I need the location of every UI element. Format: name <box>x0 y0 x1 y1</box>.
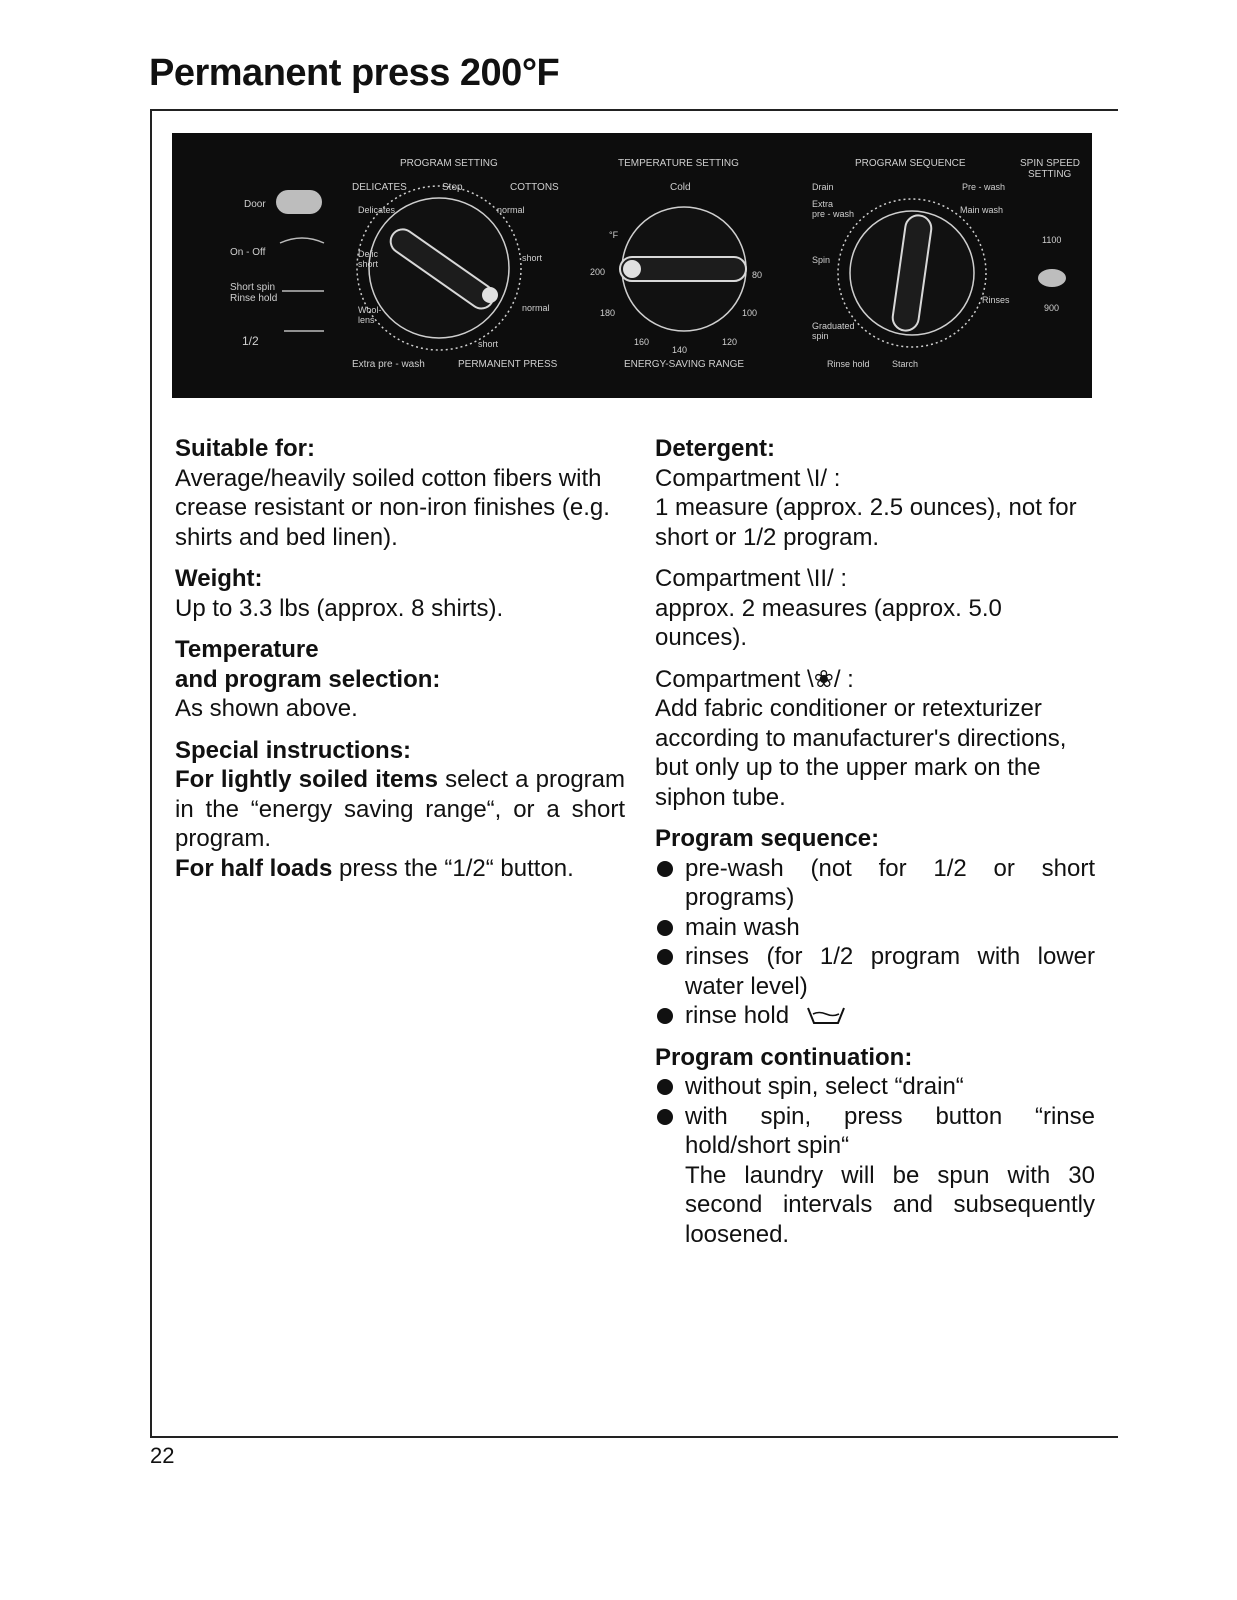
special-section <box>175 736 625 884</box>
sequence-heading: Program sequence: <box>655 825 880 852</box>
compartment-1-label: Compartment \I/ : <box>655 464 841 492</box>
woollens-label-2: lens <box>358 315 375 325</box>
seq-graduated-label-1: Graduated <box>812 321 855 331</box>
bullet-icon <box>657 949 673 965</box>
program-dial-indicator <box>482 287 498 303</box>
list-item-text: pre-wash (not for 1/2 or short programs) <box>685 854 1095 911</box>
control-panel-illustration <box>172 133 1092 398</box>
continuation-section <box>655 1043 1095 1250</box>
temp-160-label: 160 <box>634 337 650 347</box>
stop-label: Stop <box>442 182 463 193</box>
temperature-dial-indicator <box>623 260 641 278</box>
perm-press-normal-label: normal <box>522 303 550 313</box>
list-item <box>655 913 1095 943</box>
list-item-text: rinses (for 1/2 program with lower water level) <box>685 943 1095 1000</box>
compartment-2-label: Compartment \II/ : <box>655 565 848 592</box>
list-item <box>655 1001 1095 1031</box>
short-spin-label: Short spin <box>230 282 276 293</box>
bullet-icon <box>657 1079 673 1095</box>
delicates-header: DELICATES <box>352 182 407 193</box>
suitable-text: Average/heavily soiled cotton fibers with crease resistant or non-iron finishes (e.g. shirts and bed linen). <box>175 464 610 551</box>
seq-rinses-label: Rinses <box>982 295 1010 305</box>
compartment-2-text: approx. 2 measures (approx. 5.0 ounces). <box>655 594 1002 651</box>
door-label: Door <box>244 199 266 210</box>
list-item-text: main wash <box>685 913 800 941</box>
list-item-text: rinse hold <box>685 1002 790 1029</box>
seq-main-wash-label: Main wash <box>960 205 1004 215</box>
delic-short-label-1: Delic <box>358 249 379 259</box>
temperature-setting-header: TEMPERATURE SETTING <box>618 158 739 169</box>
list-item <box>655 854 1095 913</box>
spin-speed-header-line1: SPIN SPEED <box>1020 158 1081 169</box>
temp-140-label: 140 <box>672 345 688 355</box>
bullet-icon <box>657 1109 673 1125</box>
spin-speed-header-line2: SETTING <box>1028 169 1072 180</box>
list-item <box>655 942 1095 1001</box>
frame-top-rule <box>150 109 1118 111</box>
compartment-3-label: Compartment \❀/ : <box>655 665 854 693</box>
spin-speed-900: 900 <box>1044 303 1060 313</box>
temperature-heading-2: and program selection: <box>175 665 441 693</box>
list-item-text: with spin, press button “rinse hold/short spin“ <box>685 1102 1095 1159</box>
continuation-heading: Program continuation: <box>655 1043 913 1071</box>
weight-heading: Weight: <box>175 565 263 592</box>
temperature-text: As shown above. <box>175 695 358 722</box>
left-column <box>175 434 625 895</box>
right-column <box>655 434 1095 1261</box>
program-sequence-header: PROGRAM SEQUENCE <box>855 158 966 169</box>
seq-spin-label: Spin <box>812 255 831 265</box>
temperature-section <box>175 635 625 724</box>
rinse-hold-tub-icon <box>806 1005 846 1027</box>
woollens-label-1: Wool- <box>358 305 382 315</box>
cottons-normal-label: normal <box>497 205 525 215</box>
spin-speed-1100: 1100 <box>1042 235 1062 245</box>
door-button[interactable] <box>276 190 322 214</box>
detergent-heading: Detergent: <box>655 435 776 462</box>
seq-prewash-label: Pre - wash <box>962 182 1006 192</box>
seq-rinse-hold-label: Rinse hold <box>827 359 870 369</box>
temp-unit-label: °F <box>609 230 619 240</box>
cottons-short-label: short <box>522 253 543 263</box>
list-item <box>655 1102 1095 1250</box>
weight-text: Up to 3.3 lbs (approx. 8 shirts). <box>175 594 504 622</box>
temp-120-label: 120 <box>722 337 738 347</box>
seq-drain-label: Drain <box>812 182 834 192</box>
special-bold-1: For lightly soiled items <box>175 766 438 793</box>
special-bold-2: For half loads <box>175 854 333 882</box>
page-title: Permanent press 200°F <box>149 52 560 94</box>
compartment-2-section <box>655 564 1095 653</box>
special-instruction-1 <box>175 765 625 854</box>
suitable-heading: Suitable for: <box>175 435 316 462</box>
compartment-3-text: Add fabric conditioner or retexturizer according to manufacturer's directions, but only up to the upper mark on the siphon tube. <box>655 695 1067 811</box>
half-load-label: 1/2 <box>242 334 259 348</box>
delic-short-label-2: short <box>358 259 379 269</box>
extra-prewash-label: Extra pre - wash <box>352 359 425 370</box>
permanent-press-label: PERMANENT PRESS <box>458 359 558 370</box>
list-item <box>655 1072 1095 1102</box>
sequence-section <box>655 824 1095 1031</box>
special-heading: Special instructions: <box>175 736 412 764</box>
temp-cold-label: Cold <box>670 182 691 193</box>
energy-saving-range-label: ENERGY-SAVING RANGE <box>624 359 745 370</box>
special-instruction-2 <box>175 854 625 884</box>
special-text-2: press the “1/2“ button. <box>332 854 574 882</box>
frame-left-rule <box>150 109 152 1437</box>
bullet-icon <box>657 1008 673 1024</box>
bullet-icon <box>657 861 673 877</box>
compartment-1-text: 1 measure (approx. 2.5 ounces), not for short or 1/2 program. <box>655 494 1077 551</box>
special-text-1: select a program in the “energy saving range“, or a short program. <box>175 766 626 852</box>
compartment-3-section <box>655 665 1095 813</box>
seq-extra-label-1: Extra <box>812 199 834 209</box>
frame-bottom-rule <box>150 1436 1118 1438</box>
seq-graduated-label-2: spin <box>812 331 829 341</box>
program-setting-header: PROGRAM SETTING <box>400 158 498 169</box>
temp-180-label: 180 <box>600 308 616 318</box>
perm-press-short-label: short <box>478 339 499 349</box>
seq-starch-label: Starch <box>892 359 919 369</box>
on-off-label: On - Off <box>230 247 266 258</box>
bullet-icon <box>657 920 673 936</box>
temperature-heading-1: Temperature <box>175 636 319 663</box>
page-number: 22 <box>150 1443 175 1468</box>
seq-extra-label-2: pre - wash <box>812 209 855 219</box>
cottons-header: COTTONS <box>510 182 559 193</box>
temp-100-label: 100 <box>742 308 758 318</box>
temp-200-label: 200 <box>590 267 606 277</box>
continuation-note: The laundry will be spun with 30 second intervals and subsequently loosened. <box>685 1161 1095 1248</box>
continuation-list <box>655 1072 1095 1249</box>
temp-80-label: 80 <box>752 270 763 280</box>
list-item-text: without spin, select “drain“ <box>685 1073 964 1100</box>
on-off-button[interactable] <box>280 238 324 243</box>
sequence-list <box>655 854 1095 1031</box>
detergent-section <box>655 434 1095 552</box>
spin-speed-button[interactable] <box>1038 269 1066 287</box>
weight-section <box>175 564 625 623</box>
suitable-section <box>175 434 625 552</box>
rinse-hold-label: Rinse hold <box>230 293 278 304</box>
delicates-label: Delicates <box>358 205 396 215</box>
